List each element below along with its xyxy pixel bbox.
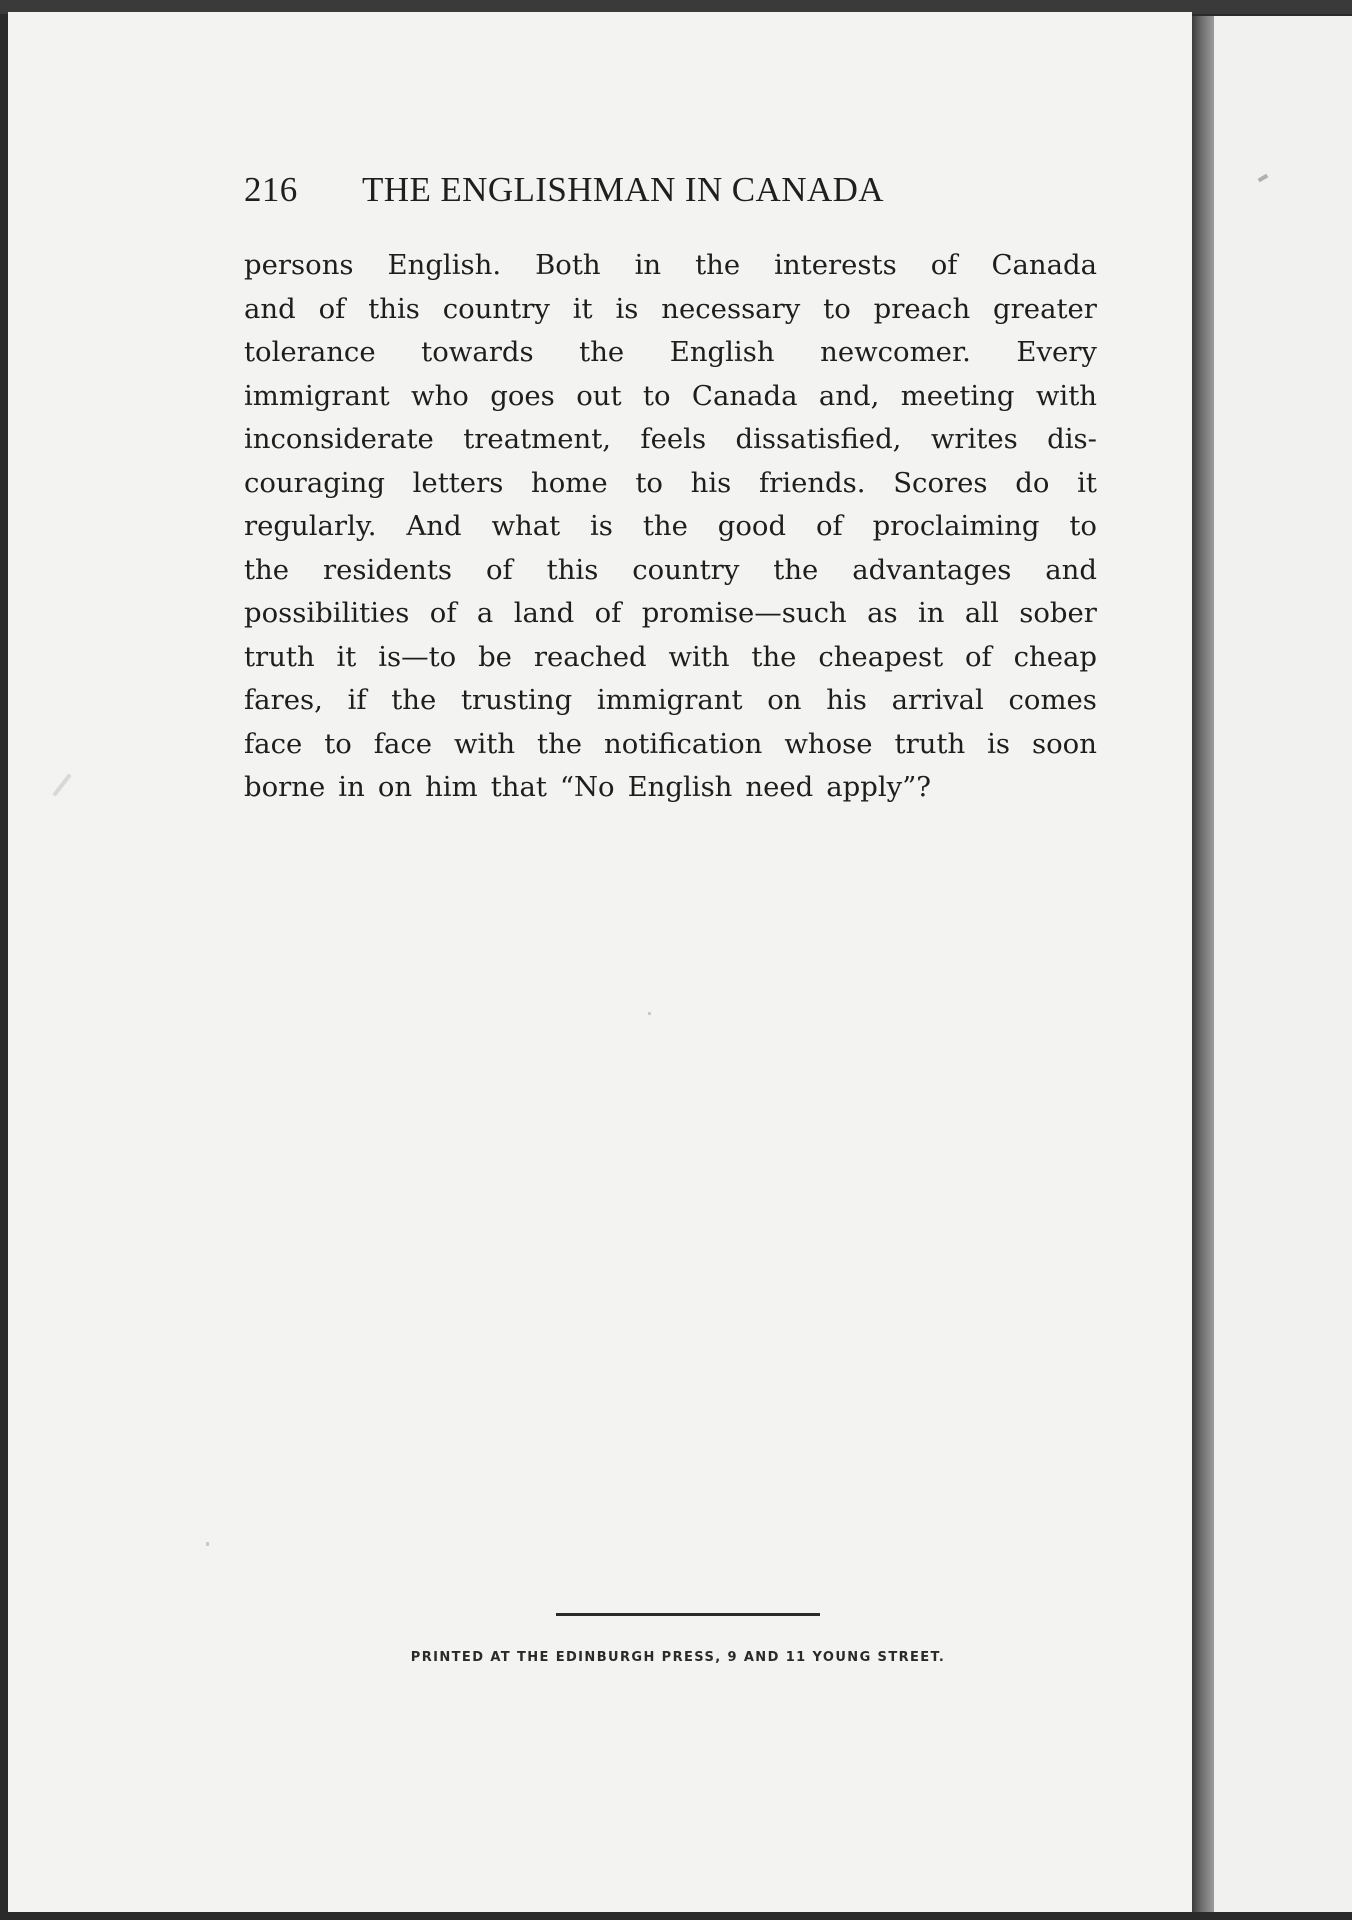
word: out	[576, 379, 622, 412]
word: what	[491, 510, 561, 542]
word: cheapest	[818, 640, 944, 673]
word: interests	[774, 249, 897, 281]
word: Canada	[991, 249, 1097, 281]
word: writes	[930, 423, 1018, 455]
word: do	[1015, 466, 1050, 499]
word: his	[826, 684, 867, 716]
word: the	[773, 553, 819, 586]
scan-speck	[1258, 174, 1269, 182]
word: comes	[1008, 684, 1097, 716]
word: regularly.	[244, 510, 377, 542]
word: Canada	[691, 379, 798, 412]
word: with	[668, 640, 730, 673]
text-line	[244, 723, 1097, 767]
word: truth	[244, 640, 315, 673]
word: of	[594, 597, 622, 629]
text-line	[244, 766, 1097, 810]
word: feels	[640, 423, 707, 455]
word: dissatisfied,	[735, 423, 902, 455]
text-line	[244, 375, 1097, 419]
word: be	[478, 640, 512, 673]
scan-speck	[52, 774, 71, 797]
word: as	[867, 597, 898, 629]
word: to	[635, 466, 663, 499]
word: a	[476, 597, 494, 629]
word: on	[767, 684, 802, 716]
word: all	[964, 597, 999, 629]
word: if	[347, 684, 367, 716]
word: trusting	[461, 684, 573, 716]
word: dis-	[1047, 423, 1097, 455]
word: necessary	[661, 292, 801, 325]
word: apply”?	[826, 771, 932, 803]
word: to	[324, 727, 352, 760]
text-line	[244, 288, 1097, 332]
word: Scores	[893, 466, 988, 499]
word: country	[442, 292, 550, 325]
word: to	[823, 292, 851, 325]
word: in	[338, 771, 365, 803]
word: face	[244, 727, 303, 760]
word: English	[669, 336, 775, 368]
word: who	[411, 379, 469, 412]
word: and	[1045, 553, 1097, 586]
adjacent-page-edge	[1214, 16, 1352, 1912]
word: his	[690, 466, 732, 499]
running-title: THE ENGLISHMAN IN CANADA	[362, 170, 884, 209]
running-head	[244, 170, 1044, 210]
word: sober	[1019, 597, 1097, 629]
word: the	[751, 640, 797, 673]
word: that	[490, 771, 547, 803]
word: borne	[244, 771, 326, 803]
word: of	[930, 249, 958, 281]
word: the	[537, 727, 583, 760]
word: it	[1077, 466, 1097, 499]
word: the	[695, 249, 741, 281]
word: the	[244, 553, 290, 586]
word: And	[406, 510, 462, 542]
word: on	[377, 771, 413, 803]
text-line	[244, 418, 1097, 462]
text-line	[244, 462, 1097, 506]
text-line	[244, 331, 1097, 375]
word: preach	[873, 292, 971, 325]
word: it	[572, 292, 593, 325]
word: it	[336, 640, 357, 673]
word: is—to	[378, 640, 457, 673]
word: greater	[993, 292, 1097, 325]
text-line	[244, 505, 1097, 549]
text-line	[244, 592, 1097, 636]
word: in	[634, 249, 662, 281]
text-line	[244, 244, 1097, 288]
word: of	[318, 292, 346, 325]
word: country	[632, 553, 740, 586]
word: inconsiderate	[244, 423, 434, 455]
scan-speck	[206, 1542, 209, 1546]
word: immigrant	[244, 379, 390, 412]
word: the	[391, 684, 437, 716]
word: promise—such	[641, 597, 847, 629]
word: arrival	[891, 684, 984, 716]
word: is	[590, 510, 613, 542]
word: notification	[604, 727, 763, 760]
word: with	[453, 727, 516, 760]
word: of	[815, 510, 843, 542]
word: to	[1069, 510, 1097, 542]
text-line	[244, 549, 1097, 593]
word: in	[917, 597, 945, 629]
word: is	[615, 292, 639, 325]
text-line	[244, 679, 1097, 723]
word: need	[745, 771, 814, 803]
word: this	[546, 553, 599, 586]
word: goes	[490, 379, 555, 412]
word: persons	[244, 249, 354, 281]
word: treatment,	[463, 423, 612, 455]
word: land	[513, 597, 575, 629]
word: and,	[818, 379, 880, 412]
word: Both	[535, 249, 601, 281]
word: reached	[533, 640, 647, 673]
word: face	[373, 727, 433, 760]
word: possibilities	[244, 597, 410, 629]
word: truth	[894, 727, 966, 760]
word: letters	[412, 466, 504, 499]
word: to	[642, 379, 671, 412]
footer-rule	[556, 1613, 820, 1616]
word: English.	[387, 249, 502, 281]
word: home	[531, 466, 608, 499]
word: friends.	[758, 466, 866, 499]
word: tolerance	[244, 336, 376, 368]
word: residents	[322, 553, 453, 586]
word: fares,	[244, 684, 323, 716]
word: of	[429, 597, 457, 629]
word: of	[485, 553, 513, 586]
word: meeting	[900, 379, 1015, 412]
word: the	[579, 336, 625, 368]
word: cheap	[1013, 640, 1097, 673]
word: proclaiming	[872, 510, 1040, 542]
word: “No	[559, 771, 615, 803]
body-paragraph	[244, 244, 1097, 810]
printer-imprint: PRINTED AT THE EDINBURGH PRESS, 9 AND 11 YOUNG STREET.	[410, 1650, 946, 1665]
word: soon	[1032, 727, 1097, 760]
word: with	[1035, 379, 1097, 412]
word: advantages	[852, 553, 1012, 586]
scan-speck	[648, 1012, 651, 1015]
word: and	[244, 292, 296, 325]
word: of	[964, 640, 992, 673]
word: this	[368, 292, 420, 325]
word: the	[642, 510, 688, 542]
word: couraging	[244, 466, 385, 499]
word: immigrant	[596, 684, 743, 716]
word: towards	[421, 336, 534, 368]
page-number: 216	[244, 170, 298, 209]
page-gutter-shadow	[1192, 16, 1214, 1912]
word: whose	[784, 727, 873, 760]
word: newcomer.	[820, 336, 971, 368]
word: good	[717, 510, 787, 542]
word: him	[425, 771, 478, 803]
word: Every	[1016, 336, 1097, 368]
word: English	[627, 771, 733, 803]
word: is	[987, 727, 1011, 760]
text-line	[244, 636, 1097, 680]
